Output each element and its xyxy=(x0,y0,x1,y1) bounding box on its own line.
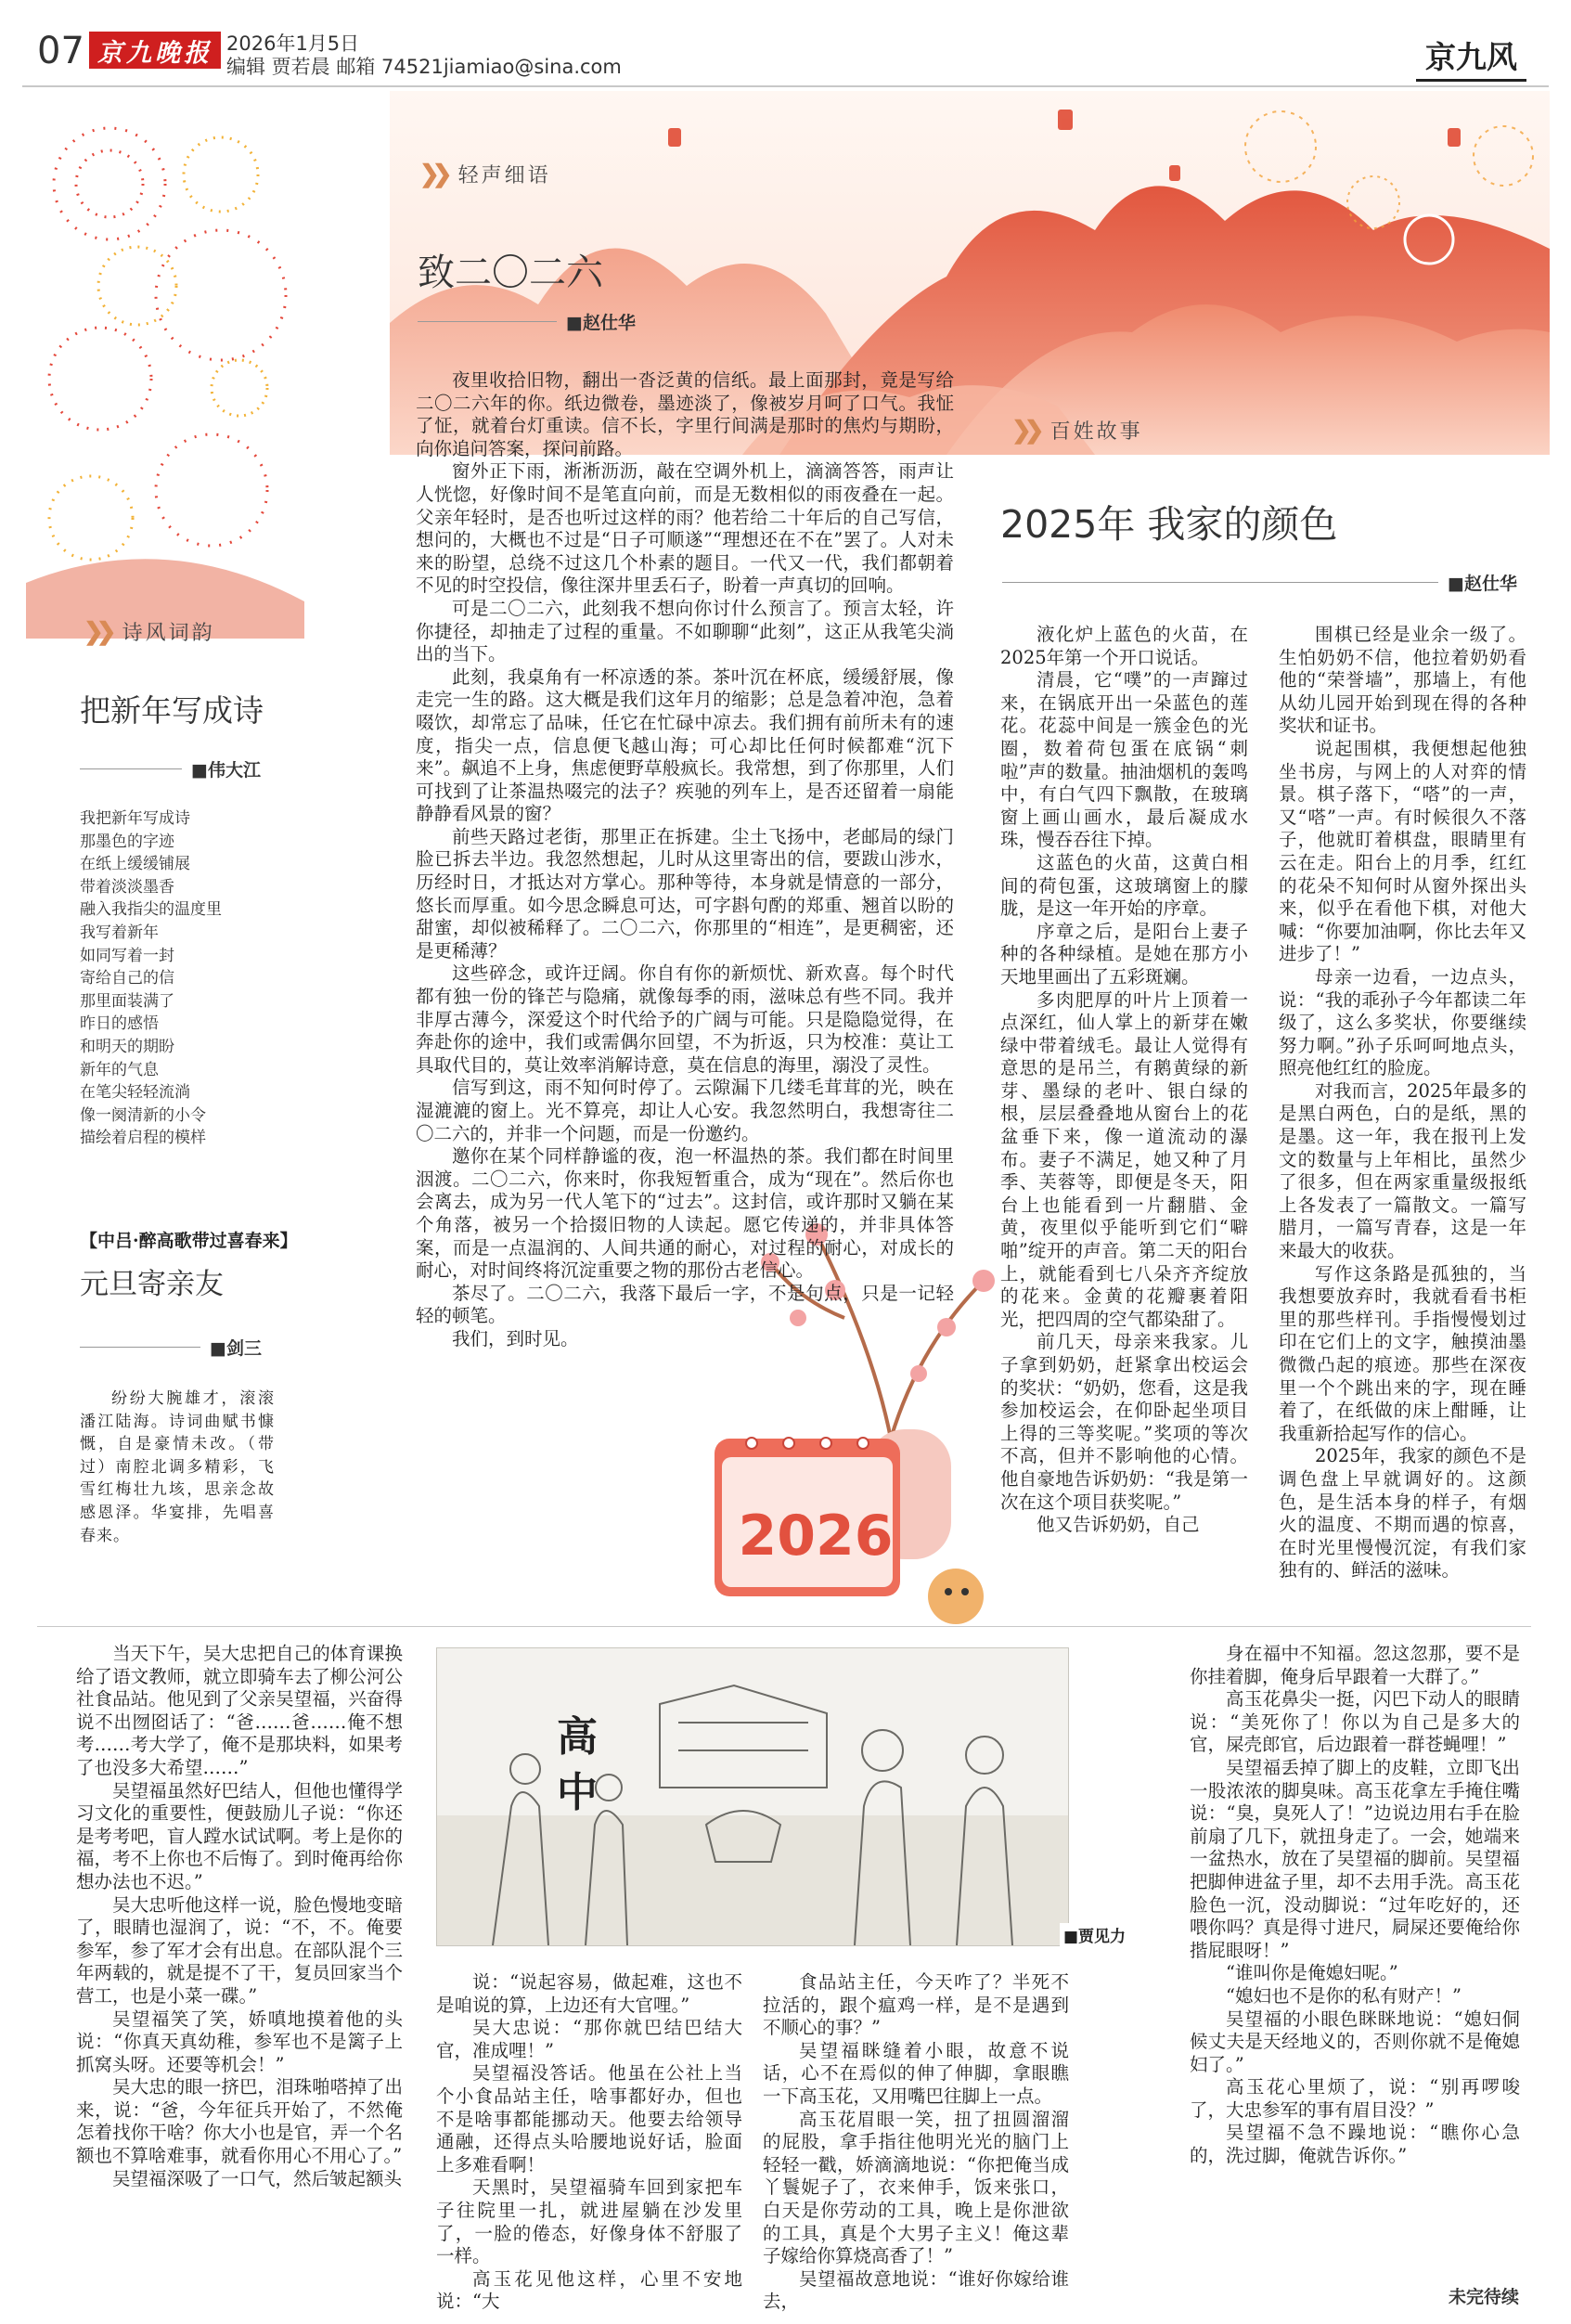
high-school-illustration xyxy=(436,1647,1069,1946)
paragraph: 清晨，它“噗”的一声蹿过来，在锅底开出一朵蓝色的莲花。花蕊中间是一簇金色的光圈，数着荷包蛋在底锅“刺啦”声的数量。抽油烟机的轰鸣中，有白气四下飘散，在玻璃窗上画山画水，最后凝成水珠，慢吞吞往下掉。 xyxy=(1000,669,1248,851)
paragraph: 高玉花眉眼一笑，扭了扭圆溜溜的屁股，拿手指往他明光光的脑门上轻轻一戳，娇滴滴地说：“你把俺当成丫鬟妮子了，衣来伸手，饭来张口，白天是你劳动的工具，晚上是你泄欲的工具，真是个大男子主义！俺这辈子嫁给你算烧高香了！” xyxy=(763,2108,1069,2267)
paragraph: 夜里收拾旧物，翻出一沓泛黄的信纸。最上面那封，竟是写给二〇二六年的你。纸边微卷，墨迹淡了，像被岁月呵了口气。我怔了怔，就着台灯重读。信不长，字里行间满是那时的焦灼与期盼，向你追问答案，探问前路。 xyxy=(416,369,954,459)
paragraph: 我们，到时见。 xyxy=(452,1327,579,1349)
article3-title: 元旦寄亲友 xyxy=(80,1268,224,1301)
poem-line: 如同写着一封 xyxy=(80,946,174,965)
paragraph: “谁叫你是俺媳妇呢。” xyxy=(1226,1962,1398,1984)
chevron-icon: ❯❯ xyxy=(84,617,109,646)
paragraph: 可是二〇二六，此刻我不想向你讨什么预言了。预言太轻，许你捷径，却抽走了过程的重量。不如聊聊“此刻”，这正从我笔尖淌出的当下。 xyxy=(416,597,954,665)
paragraph: 吴望福笑了笑，娇嗔地摸着他的头说：“你真天真幼稚，参军也不是篱子上抓窝头呀。还要等机会！” xyxy=(76,2008,403,2075)
paragraph: 母亲一边看，一边点头，说：“我的乖孙子今年都读二年级了，这么多奖状，你要继续努力啊。”孙子乐呵呵地点头，照亮他红红的脸庞。 xyxy=(1279,965,1526,1079)
article4-column-b xyxy=(1279,624,1526,1582)
paragraph: 身在福中不知福。忽这忽那，要不是你挂着脚，俺身后早跟着一大群了。” xyxy=(1190,1643,1520,1687)
paragraph: 吴望福深吸了一口气，然后皱起额头 xyxy=(112,2167,403,2189)
paragraph: 他又告诉奶奶，自己 xyxy=(1037,1514,1200,1536)
poem-line: 融入我指尖的温度里 xyxy=(80,900,222,920)
paragraph: 食品站主任，今天咋了？半死不拉活的，跟个瘟鸡一样，是不是遇到不顺心的事？” xyxy=(763,1971,1069,2039)
paragraph: 吴大忠的眼一挤巴，泪珠啪嗒掉了出来，说：“爸，今年征兵开始了，不然俺怎着找你干啥？你大小也是官，弄一个名额也不算啥难事，就看你用心不用心了。” xyxy=(76,2076,403,2167)
illustration-title: 高中 xyxy=(557,1713,598,1816)
article2-title: 把新年写成诗 xyxy=(80,692,264,729)
paragraph: 写作这条路是孤独的，当我想要放弃时，我就看看书柜里的那些样刊。手指慢慢划过印在它们上的文字，触摸油墨微微凸起的痕迹。那些在深夜里一个个跳出来的字，现在睡着了，在纸做的床上酣睡，让我重新拾起写作的信心。 xyxy=(1279,1262,1526,1444)
to-be-continued: 未完待续 xyxy=(1448,2287,1519,2307)
poem-line: 新年的气息 xyxy=(80,1060,159,1079)
poem-line: 和明天的期盼 xyxy=(80,1037,174,1056)
issue-date: 2026年1月5日 xyxy=(226,32,360,55)
article3-byline: ■剑三 xyxy=(80,1335,358,1360)
paragraph: 信写到这，雨不知何时停了。云隙漏下几缕毛茸茸的光，映在湿漉漉的窗上。光不算亮，却让人心安。我忽然明白，我想寄往二〇二六的，并非一个问题，而是一份邀约。 xyxy=(416,1077,954,1144)
paragraph: 吴望福虽然好巴结人，但他也懂得学习文化的重要性，便鼓励儿子说：“你还是考考吧，盲人蹚水试试啊。考上是你的福，考不上你也不后悔了。到时俺再给你想办法也不迟。” xyxy=(76,1779,403,1892)
header-rule xyxy=(22,85,1549,87)
article1-byline: ■赵仕华 xyxy=(418,309,974,334)
section-label-baixing: ❯❯ 百姓故事 xyxy=(1011,416,1143,445)
newspaper-logo: 京九晚报 xyxy=(89,32,221,69)
poem-line: 在笔尖轻轻流淌 xyxy=(80,1083,190,1103)
paragraph: 液化炉上蓝色的火苗，在2025年第一个开口说话。 xyxy=(1000,624,1248,668)
paragraph: 吴望福没答话。他虽在公社上当个小食品站主任，啥事都好办，但也不是啥事都能挪动天。他要去给领导通融，还得点头哈腰地说好话，脸面上多难看啊！ xyxy=(436,2062,742,2176)
paragraph: “媳妇也不是你的私有财产！” xyxy=(1226,1984,1462,2007)
paragraph: 前些天路过老街，那里正在拆建。尘土飞扬中，老邮局的绿门脸已拆去半边。我忽然想起，儿时从这里寄出的信，要跋山涉水，历经时日，才抵达对方掌心。那种等待，本身就是情意的一部分，悠长而厚重。如今思念瞬息可达，可字斟句酌的郑重、翘首以盼的甜蜜，却似被稀释了。二〇二六，你那里的“相连”，是更稠密，还是更稀薄？ xyxy=(416,825,954,962)
paragraph: 吴望福丢掉了脚上的皮鞋，立即飞出一股浓浓的脚臭味。高玉花拿左手掩住嘴说：“臭，臭死人了！”边说边用右手在脸前扇了几下，就扭身走了。一会，她端来一盆热水，放在了吴望福的脚前。吴望福把脚伸进盆子里，却不去用手洗。高玉花脸色一沉，没动脚说：“过年吃好的，还喂你吗？真是得寸进尺，屙屎还要俺给你揩屁眼呀！” xyxy=(1190,1756,1520,1961)
poem-line: 昨日的感悟 xyxy=(80,1014,159,1034)
paragraph: 这些碎念，或许迂阔。你自有你的新烦忧、新欢喜。每个时代都有独一份的锋芒与隐痛，就像每季的雨，滋味总有些不同。我并非厚古薄今，深爱这个时代给予的广阔与可能。只是隐隐觉得，在奔赴你的途中，我们或需偶尔回望，不为折返，只为校准：莫让工具取代目的，莫让效率消解诗意，莫在信息的海里，溺没了灵性。 xyxy=(416,962,954,1076)
article1-body xyxy=(416,369,954,1351)
paragraph: 序章之后，是阳台上妻子种的各种绿植。是她在那方小天地里画出了五彩斑斓。 xyxy=(1000,920,1248,988)
poem-line: 描绘着启程的模样 xyxy=(80,1129,206,1148)
paragraph: 茶尽了。二〇二六，我落下最后一字，不是句点，只是一记轻轻的顿笔。 xyxy=(416,1282,954,1327)
paragraph: 当天下午，吴大忠把自己的体育课换给了语文教师，就立即骑车去了柳公河公社食品站。他见到了父亲吴望福，兴奋得说不出囫囵话了：“爸……爸……俺不想考……考大学了，俺不是那块料，如果考了也没多大希望……” xyxy=(76,1643,403,1778)
section-label-shifeng: ❯❯ 诗风词韵 xyxy=(84,617,215,646)
paragraph: 吴望福故意地说：“谁好你嫁给谁去， xyxy=(763,2267,1069,2313)
section-label-qingsheng: ❯❯ 轻声细语 xyxy=(419,160,551,188)
paragraph: 这蓝色的火苗，这黄白相间的荷包蛋，这玻璃窗上的朦胧，是这一年开始的序章。 xyxy=(1000,851,1248,920)
article4-column-a xyxy=(1000,624,1248,1537)
calendar-year: 2026 xyxy=(738,1504,894,1569)
paragraph: 多肉肥厚的叶片上顶着一点深红，仙人掌上的新芽在嫩绿中带着绒毛。最让人觉得有意思的是吊兰，有鹅黄绿的新芽、墨绿的老叶、银白绿的根，层层叠叠地从窗台上的花盆垂下来，像一道流动的瀑布。妻子不满足，她又种了月季、芙蓉等，即便是冬天，阳台上也能看到一片翻腊、金黄，夜里似乎能听到它们“噼啪”绽开的声音。第二天的阳台上，就能看到七八朵齐齐绽放的花来。金黄的花瓣裹着阳光，把四周的空气都染甜了。 xyxy=(1000,988,1248,1330)
paragraph: 对我而言，2025年最多的是黑白两色，白的是纸，黑的是墨。这一年，我在报刊上发文的数量与上年相比，虽然少了很多，但在两家重量级报纸上各发表了一篇散文。一篇写腊月，一篇写青春，这是一年来最大的收获。 xyxy=(1279,1079,1526,1262)
article2-poem xyxy=(80,807,358,1150)
paragraph: 吴大忠听他这样一说，脸色慢地变暗了，眼睛也湿润了，说：“不，不。俺要参军，参了军才会有出息。在部队混个三年两载的，就是提不了干，复员回家当个营工，也是小菜一碟。” xyxy=(76,1893,403,2007)
chevron-icon: ❯❯ xyxy=(419,160,445,188)
serial-column-4 xyxy=(1190,1643,1520,2168)
section-divider xyxy=(37,1626,1531,1627)
page-number: 07 xyxy=(37,30,84,72)
serial-column-3 xyxy=(763,1971,1069,2314)
paragraph: 高玉花见他这样，心里不安地说：“大 xyxy=(436,2267,742,2313)
paragraph: 天黑时，吴望福骑车回到家把车子往院里一扎，就进屋躺在沙发里了，一脸的倦态，好像身体不舒服了一样。 xyxy=(436,2176,742,2267)
poem-line: 我把新年写成诗 xyxy=(80,809,190,828)
paragraph: 邀你在某个同样静谧的夜，泡一杯温热的茶。我们都在时间里洇渡。二〇二六，你来时，你我短暂重合，成为“现在”。然后你也会离去，成为另一代人笔下的“过去”。这封信，或许那时又躺在某个角落，被另一个拾掇旧物的人读起。愿它传递的，并非具体答案，而是一点温润的、人间共通的耐心，对过程的耐心，对成长的耐心，对时间终将沉淀重要之物的那份古老信心。 xyxy=(416,1145,954,1282)
paragraph: 说：“说起容易，做起难，这也不是咱说的算，上边还有大官哩。” xyxy=(436,1971,742,2016)
article1-title: 致二〇二六 xyxy=(418,252,603,294)
article3-body: 纷纷大腕雄才，滚滚潘江陆海。诗词曲赋书慷慨，自是豪情未改。（带过）南腔北调多精彩，飞雪红梅壮九垓，思亲念故感恩泽。华宴排，先唱喜春来。 xyxy=(80,1389,275,1545)
poem-line: 我写着新年 xyxy=(80,923,159,942)
column-name: 京九风 xyxy=(1416,33,1526,82)
paragraph: 高玉花鼻尖一挺，闪巴下动人的眼睛说：“美死你了！你以为自己是多大的官，屎壳郎官，后边跟着一群苍蝇哩！” xyxy=(1190,1688,1520,1756)
serial-column-2 xyxy=(436,1971,742,2314)
poem-line: 寄给自己的信 xyxy=(80,969,174,988)
poem-line: 那里面装满了 xyxy=(80,991,174,1011)
paragraph: 2025年，我家的颜色不是调色盘上早就调好的。这颜色，是生活本身的样子，有烟火的温度、不期而遇的惊喜，在时光里慢慢沉淀，有我们家独有的、鲜活的滋味。 xyxy=(1279,1445,1526,1582)
paragraph: 窗外正下雨，淅淅沥沥，敲在空调外机上，滴滴答答，雨声让人恍惚，好像时间不是笔直向前，而是无数相似的雨夜叠在一起。父亲年轻时，是否也听过这样的雨？他若给二十年后的自己写信，想问的，大概也不过是“日子可顺遂”“理想还在不在”罢了。人对未来的盼望，总绕不过这几个朴素的题目。一代又一代，我们都朝着不见的时空投信，像往深井里丢石子，盼着一声真切的回响。 xyxy=(416,460,954,597)
paragraph: 吴望福的小眼色眯眯地说：“媳妇侗候丈夫是天经地义的，否则你就不是俺媳妇了。” xyxy=(1190,2008,1520,2075)
article2-byline: ■伟大江 xyxy=(80,756,358,781)
serial-column-1 xyxy=(76,1643,403,2190)
paragraph: 前几天，母亲来我家。儿子拿到奶奶，赶紧拿出校运会的奖状：“奶奶，您看，这是我参加校运会，在仰卧起坐项目上得的三等奖呢。”奖项的等次不高，但并不影响他的心情。他自豪地告诉奶奶：“我是第一次在这个项目获奖呢。” xyxy=(1000,1331,1248,1513)
poem-line: 像一阕清新的小令 xyxy=(80,1105,206,1125)
paragraph: 围棋已经是业余一级了。生怕奶奶不信，他拉着奶奶看他的“荣誉墙”，那墙上，有他从幼儿园开始到现在得的各种奖状和证书。 xyxy=(1279,624,1526,737)
article4-title: 2025年 我家的颜色 xyxy=(1000,502,1338,547)
paragraph: 说起围棋，我便想起他独坐书房，与网上的人对弈的情景。棋子落下，“嗒”的一声，又“嗒”一声。有时候很久不落子，他就盯着棋盘，眼睛里有云在走。阳台上的月季，红红的花朵不知何时从窗外探出头来，似乎在看他下棋，对他大喊：“你要加油啊，你比去年又进步了！” xyxy=(1279,737,1526,965)
illustrator-credit: ■贾见力 xyxy=(1060,1923,1129,1946)
poem-line: 那墨色的字迹 xyxy=(80,832,174,851)
paragraph: 高玉花心里烦了，说：“别再啰唆了，大忠参军的事有眉目没？” xyxy=(1190,2076,1520,2121)
article3-tag: 【中吕·醉高歌带过喜春来】 xyxy=(80,1231,298,1251)
paragraph: 吴大忠说：“那你就巴结巴结大官，准成哩！” xyxy=(436,2017,742,2061)
editor-line: 编辑 贾若晨 邮箱 74521jiamiao@sina.com xyxy=(226,56,622,78)
paragraph: 吴望福不急不躁地说：“瞧你心急的，洗过脚，俺就告诉你。” xyxy=(1190,2122,1520,2167)
sketch-figures xyxy=(437,1648,1068,1945)
poem-line: 带着淡淡墨香 xyxy=(80,877,174,897)
chevron-icon: ❯❯ xyxy=(1011,416,1037,445)
poem-line: 在纸上缓缓铺展 xyxy=(80,855,190,874)
paragraph: 吴望福眯缝着小眼，故意不说话，心不在焉似的伸了伸脚，拿眼瞧一下高玉花，又用嘴巴往脚上一点。 xyxy=(763,2039,1069,2107)
fireworks-illustration xyxy=(26,100,304,639)
paragraph: 此刻，我桌角有一杯凉透的茶。茶叶沉在杯底，缓缓舒展，像走完一生的路。这大概是我们这年月的缩影；总是急着冲泡，急着啜饮，却常忘了品味，任它在忙碌中凉去。我们拥有前所未有的速度，指尖一点，信息便飞越山海；可心却比任何时候都难“沉下来”。飙追不上身，焦虑便野草般疯长。我常想，到了你那里，人们可找到了让茶温热啜完的法子？疾驰的列车上，是否还留着一扇能静静看风景的窗？ xyxy=(416,665,954,825)
article4-byline: ■赵仕华 xyxy=(1002,570,1522,595)
